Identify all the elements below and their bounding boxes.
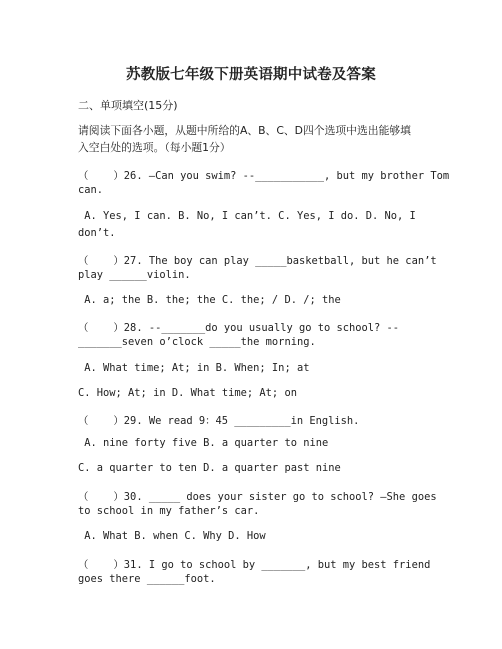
instruction-line: 请阅读下面各小题，从题中所给的A、B、C、D四个选项中选出能够填	[78, 124, 411, 137]
question-27-options: A. a; the B. the; the C. the; / D. /; the	[78, 294, 341, 306]
question-27-line: play ______violin.	[78, 269, 191, 281]
question-26-options: A. Yes, I can. B. No, I can’t. C. Yes, I do. D. No, I	[78, 210, 416, 222]
question-29-options: C. a quarter to ten D. a quarter past nine	[78, 462, 341, 474]
instruction-line: 入空白处的选项。（每小题1分）	[78, 141, 231, 154]
section-heading: 二、单项填空(15分)	[78, 99, 178, 112]
question-27-line: （ ）27. The boy can play _____basketball, but he can’t	[78, 255, 437, 267]
question-28-line: （ ）28. --_______do you usually go to school? --	[78, 322, 400, 334]
question-29-line: （ ）29. We read 9：45 _________in English.	[78, 415, 360, 427]
question-26-line: （ ）26. –Can you swim? --___________, but my brother Tom	[78, 170, 450, 182]
question-28-line: _______seven o’clock _____the morning.	[78, 336, 316, 348]
question-30-options: A. What B. when C. Why D. How	[78, 530, 266, 542]
question-29-options: A. nine forty five B. a quarter to nine	[78, 437, 329, 449]
question-26-line: can.	[78, 184, 104, 196]
question-30-line: to school in my father’s car.	[78, 505, 260, 517]
question-28-options: C. How; At; in D. What time; At; on	[78, 387, 297, 399]
question-31-line: goes there ______foot.	[78, 573, 216, 585]
page-title: 苏教版七年级下册英语期中试卷及答案	[126, 67, 376, 83]
question-28-options: A. What time; At; in B. When; In; at	[78, 362, 310, 374]
question-31-line: （ ）31. I go to school by _______, but my best friend	[78, 559, 431, 571]
question-26-options: don’t.	[78, 227, 116, 239]
question-30-line: （ ）30. _____ does your sister go to school? –She goes	[78, 491, 437, 503]
